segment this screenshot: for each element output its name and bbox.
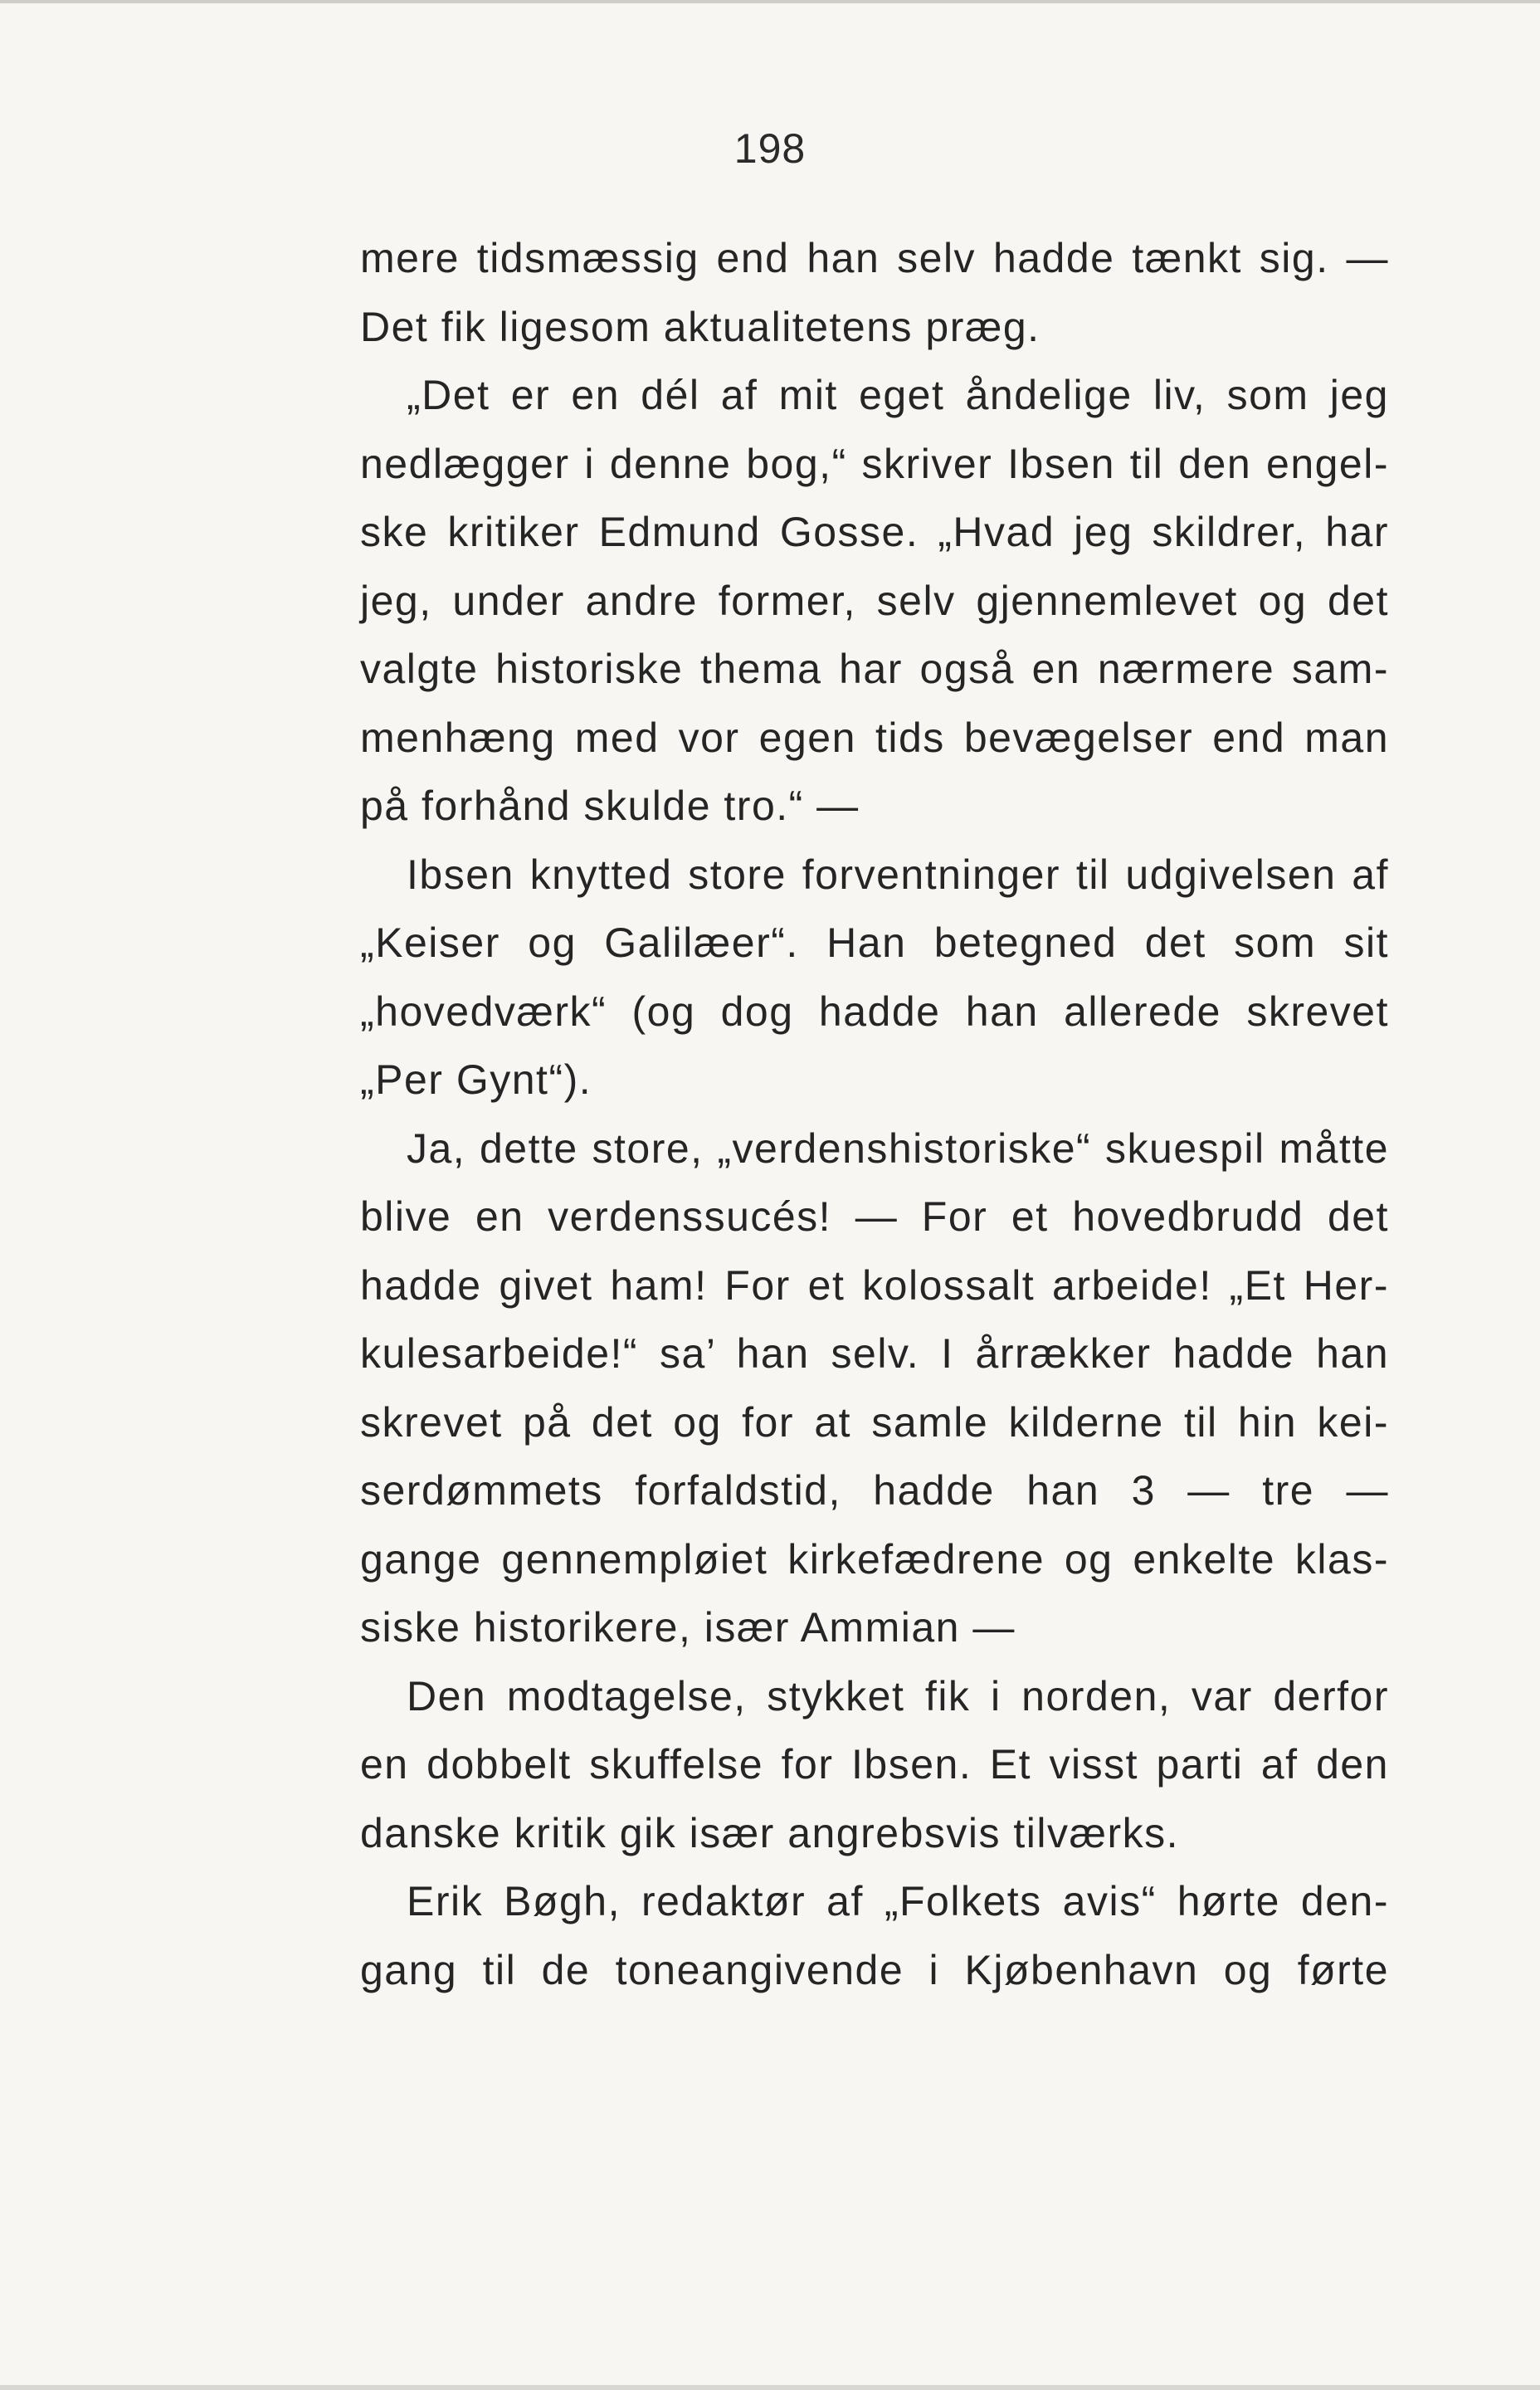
text-line: „Per Gynt“). xyxy=(360,1056,592,1103)
text-line: Den modtagelse, stykket fik i norden, var derfor xyxy=(407,1672,1389,1719)
text-line: jeg, under andre former, selv gjennemlevet og det xyxy=(360,577,1389,624)
text-line: „hovedværk“ (og dog hadde han allerede skrevet xyxy=(360,988,1389,1035)
text-line: skrevet på det og for at samle kilderne til hin kei- xyxy=(360,1398,1389,1446)
body-text xyxy=(360,224,1389,2004)
text-line: „Det er en dél af mit eget åndelige liv, som jeg xyxy=(407,372,1389,418)
text-line: kulesarbeide!“ sa’ han selv. I årrækker hadde han xyxy=(360,1330,1389,1377)
text-line: gang til de toneangivende i Kjøbenhavn og førte xyxy=(360,1946,1389,1993)
text-line: Ja, dette store, „verdenshistoriske“ skuespil måtte xyxy=(407,1124,1389,1172)
text-line: Erik Bøgh, redaktør af „Folkets avis“ hørte den- xyxy=(407,1878,1389,1924)
text-line: en dobbelt skuffelse for Ibsen. Et visst parti af den xyxy=(360,1741,1389,1788)
page-number: 198 xyxy=(733,125,807,172)
text-line: ske kritiker Edmund Gosse. „Hvad jeg skildrer, har xyxy=(360,509,1389,555)
text-line: på forhånd skulde tro.“ — xyxy=(360,783,860,829)
text-line: Det fik ligesom aktualitetens præg. xyxy=(360,303,1040,350)
text-line: menhæng med vor egen tids bevægelser end man xyxy=(360,714,1389,761)
text-line: hadde givet ham! For et kolossalt arbeide! „Et Her- xyxy=(360,1261,1389,1309)
text-line: Ibsen knytted store forventninger til udgivelsen af xyxy=(407,851,1389,898)
text-line: mere tidsmæssig end han selv hadde tænkt sig. — xyxy=(360,235,1389,281)
text-line: gange gennempløiet kirkefædrene og enkelte klas- xyxy=(360,1535,1389,1583)
page-top-edge xyxy=(0,0,1540,3)
text-line: blive en verdenssucés! — For et hovedbrudd det xyxy=(360,1193,1389,1240)
text-line: siske historikere, især Ammian — xyxy=(360,1604,1016,1651)
text-line: danske kritik gik især angrebsvis tilværks. xyxy=(360,1809,1179,1856)
text-line: nedlægger i denne bog,“ skriver Ibsen til den engel- xyxy=(360,440,1389,487)
text-line: „Keiser og Galilæer“. Han betegned det som sit xyxy=(360,919,1389,966)
page-bottom-edge xyxy=(0,2385,1540,2390)
text-line: valgte historiske thema har også en nærmere sam- xyxy=(360,646,1389,692)
text-line: serdømmets forfaldstid, hadde han 3 — tre — xyxy=(360,1467,1389,1514)
